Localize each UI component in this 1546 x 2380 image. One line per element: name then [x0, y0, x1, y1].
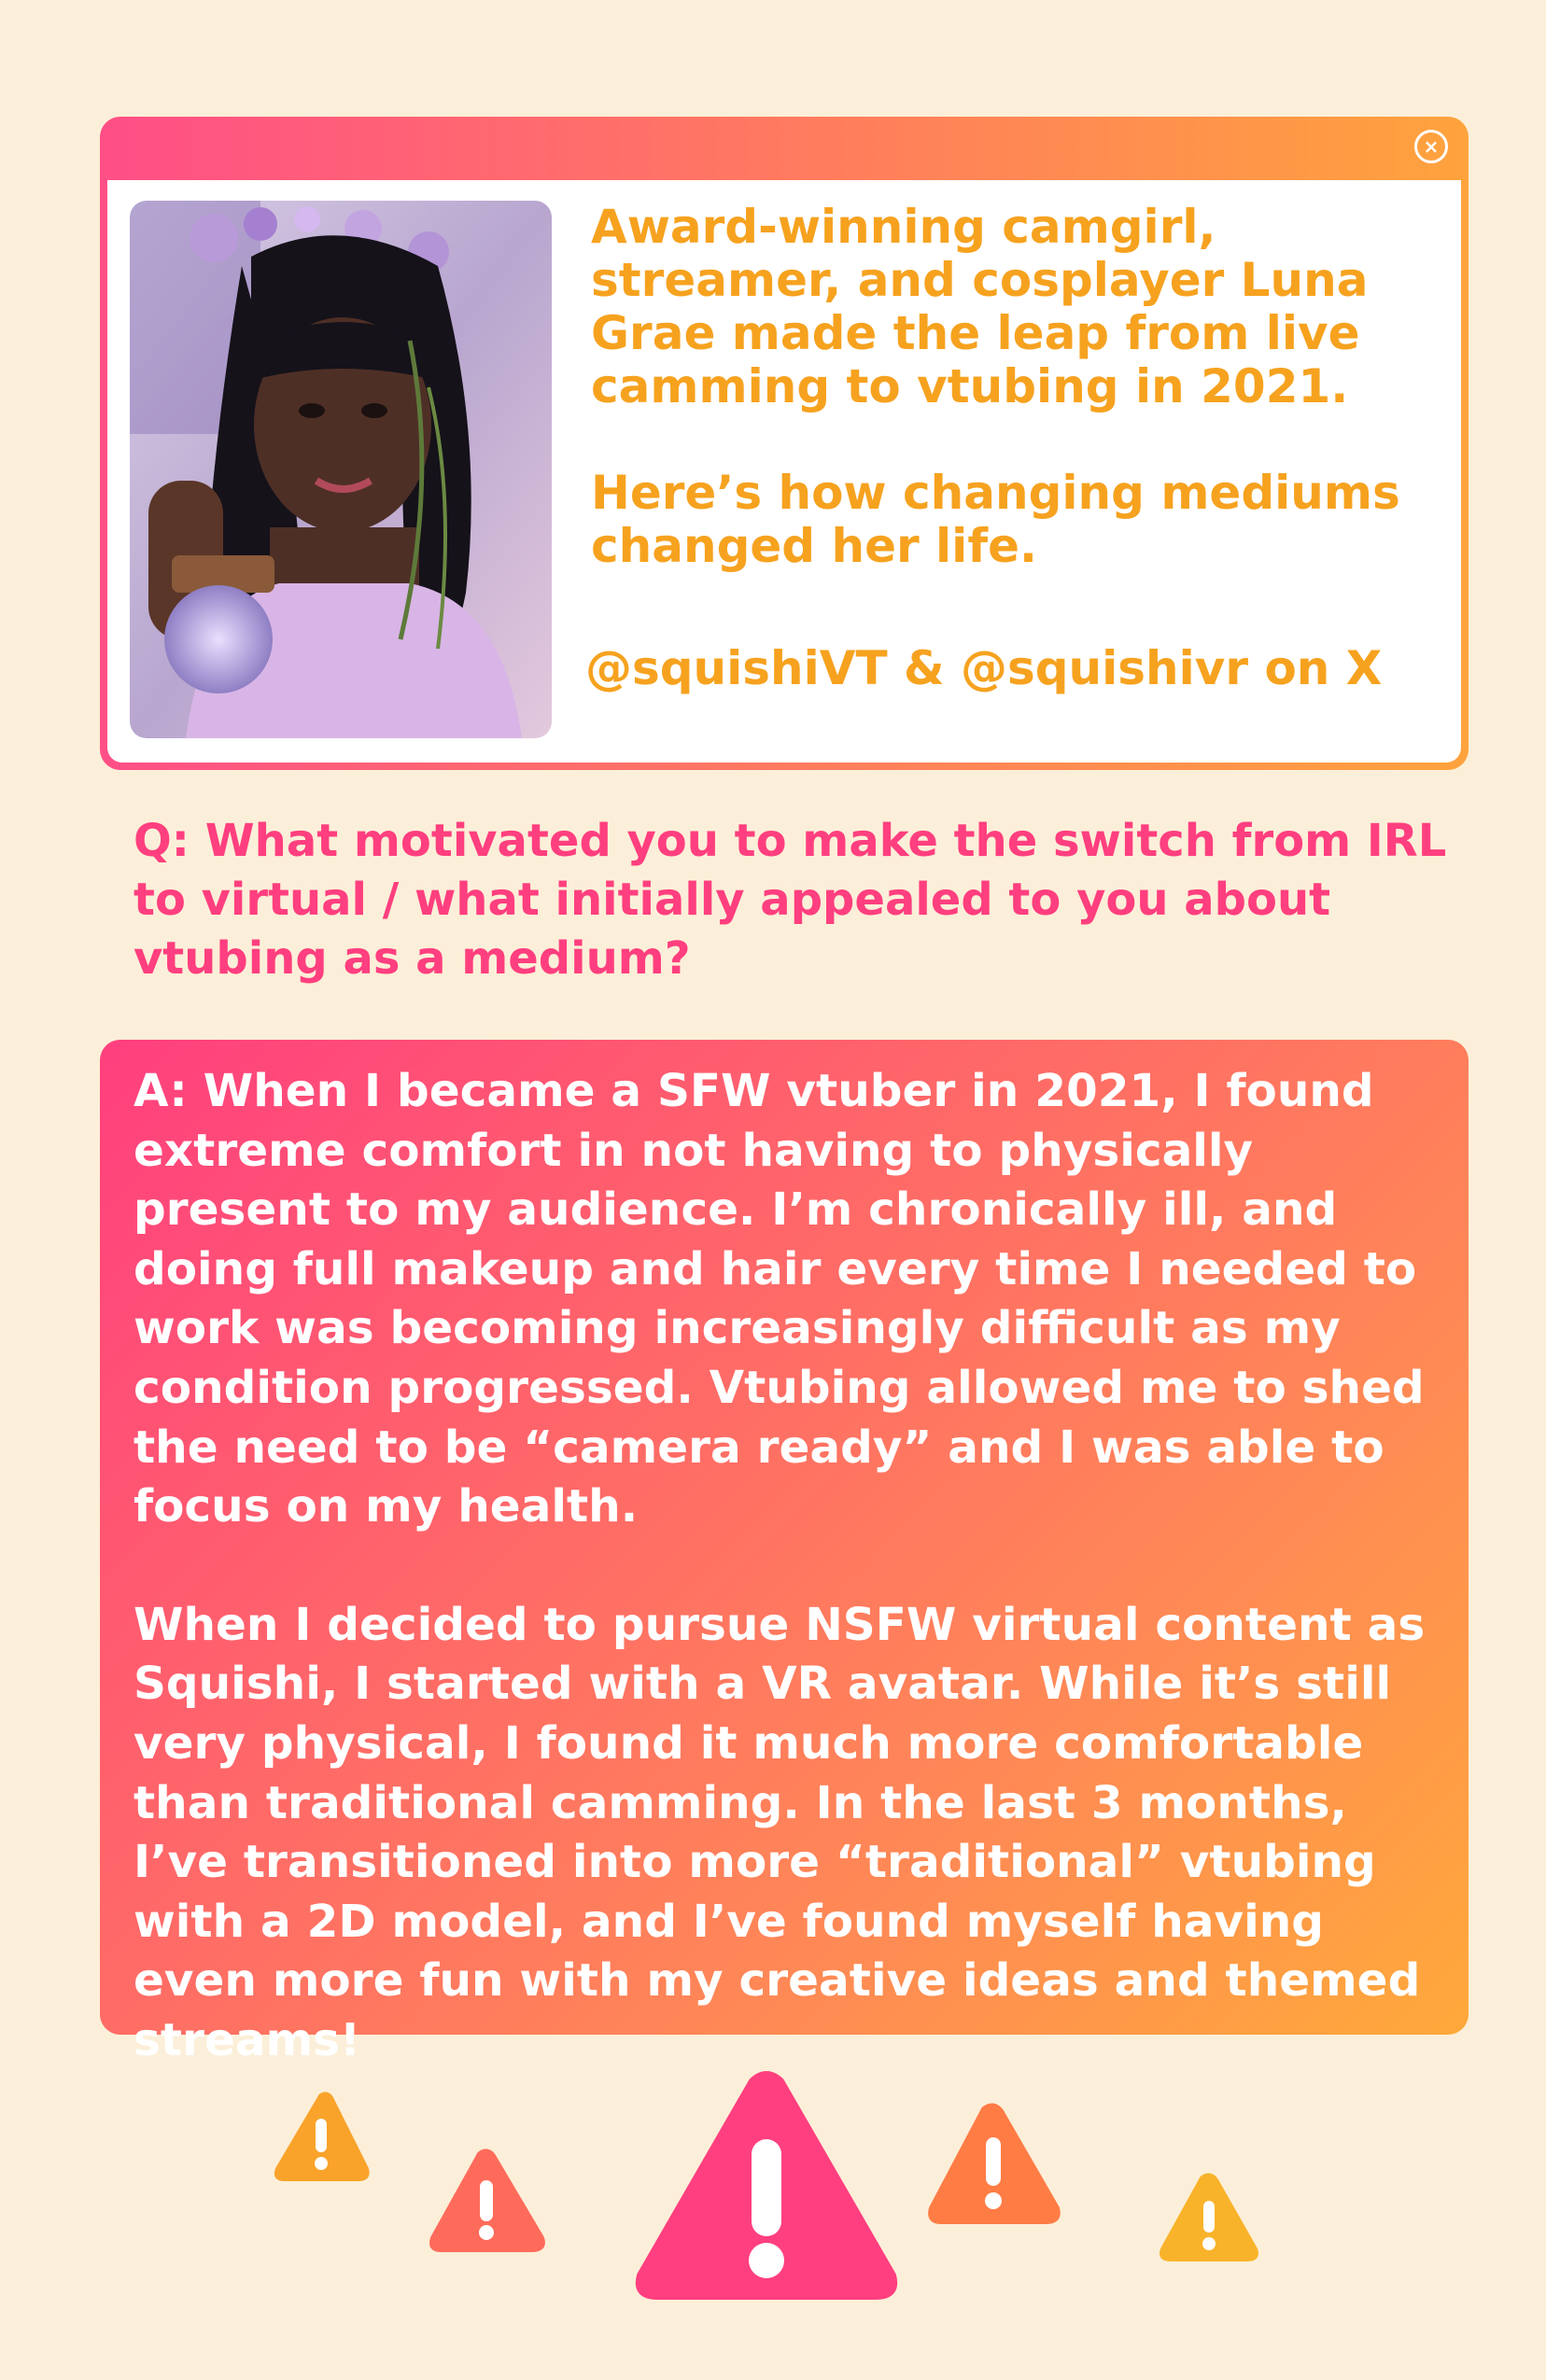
warning-icon [273, 2091, 371, 2184]
portrait-photo [130, 201, 552, 738]
answer-paragraph-1: A: When I became a SFW vtuber in 2021, I found extreme comfort in not having to physically present to my audience. I’m chronically ill, and doing full makeup and hair every time I needed to work was becoming increasingly difficult as my condition progressed. Vtubing allowed me to shed the need to be “camera ready” and I was able to focus on my health. [134, 1065, 1425, 1533]
intro-text [591, 201, 1431, 573]
warning-icon [924, 2100, 1064, 2231]
answer-paragraph-2: When I decided to pursue NSFW virtual content as Squishi, I started with a VR avatar. While it’s still very physical, I found it much more comfortable than traditional camming. In the last 3 months, I’ve transitioned into more “traditional” vtubing with a 2D model, and I’ve found myself having even more fun with my creative ideas and themed streams! [134, 1598, 1426, 2066]
question-text: Q: What motivated you to make the switch from IRL to virtual / what initially appealed to you about vtubing as a medium? [134, 815, 1447, 985]
warning-icon [1158, 2171, 1262, 2264]
intro-paragraph: Award-winning camgirl, streamer, and cosplayer Luna Grae made the leap from live camming to vtubing in 2021. [591, 200, 1369, 413]
intro-paragraph-2: Here’s how changing mediums changed her life. [591, 466, 1400, 573]
warning-icon [631, 2068, 902, 2302]
popup-window [100, 117, 1469, 770]
answer-card [100, 1040, 1469, 2066]
close-icon[interactable]: × [1414, 130, 1448, 163]
warning-icon [426, 2145, 549, 2257]
social-handles: @squishiVT & @squishivr on X [585, 641, 1383, 695]
popup-body [107, 180, 1461, 763]
